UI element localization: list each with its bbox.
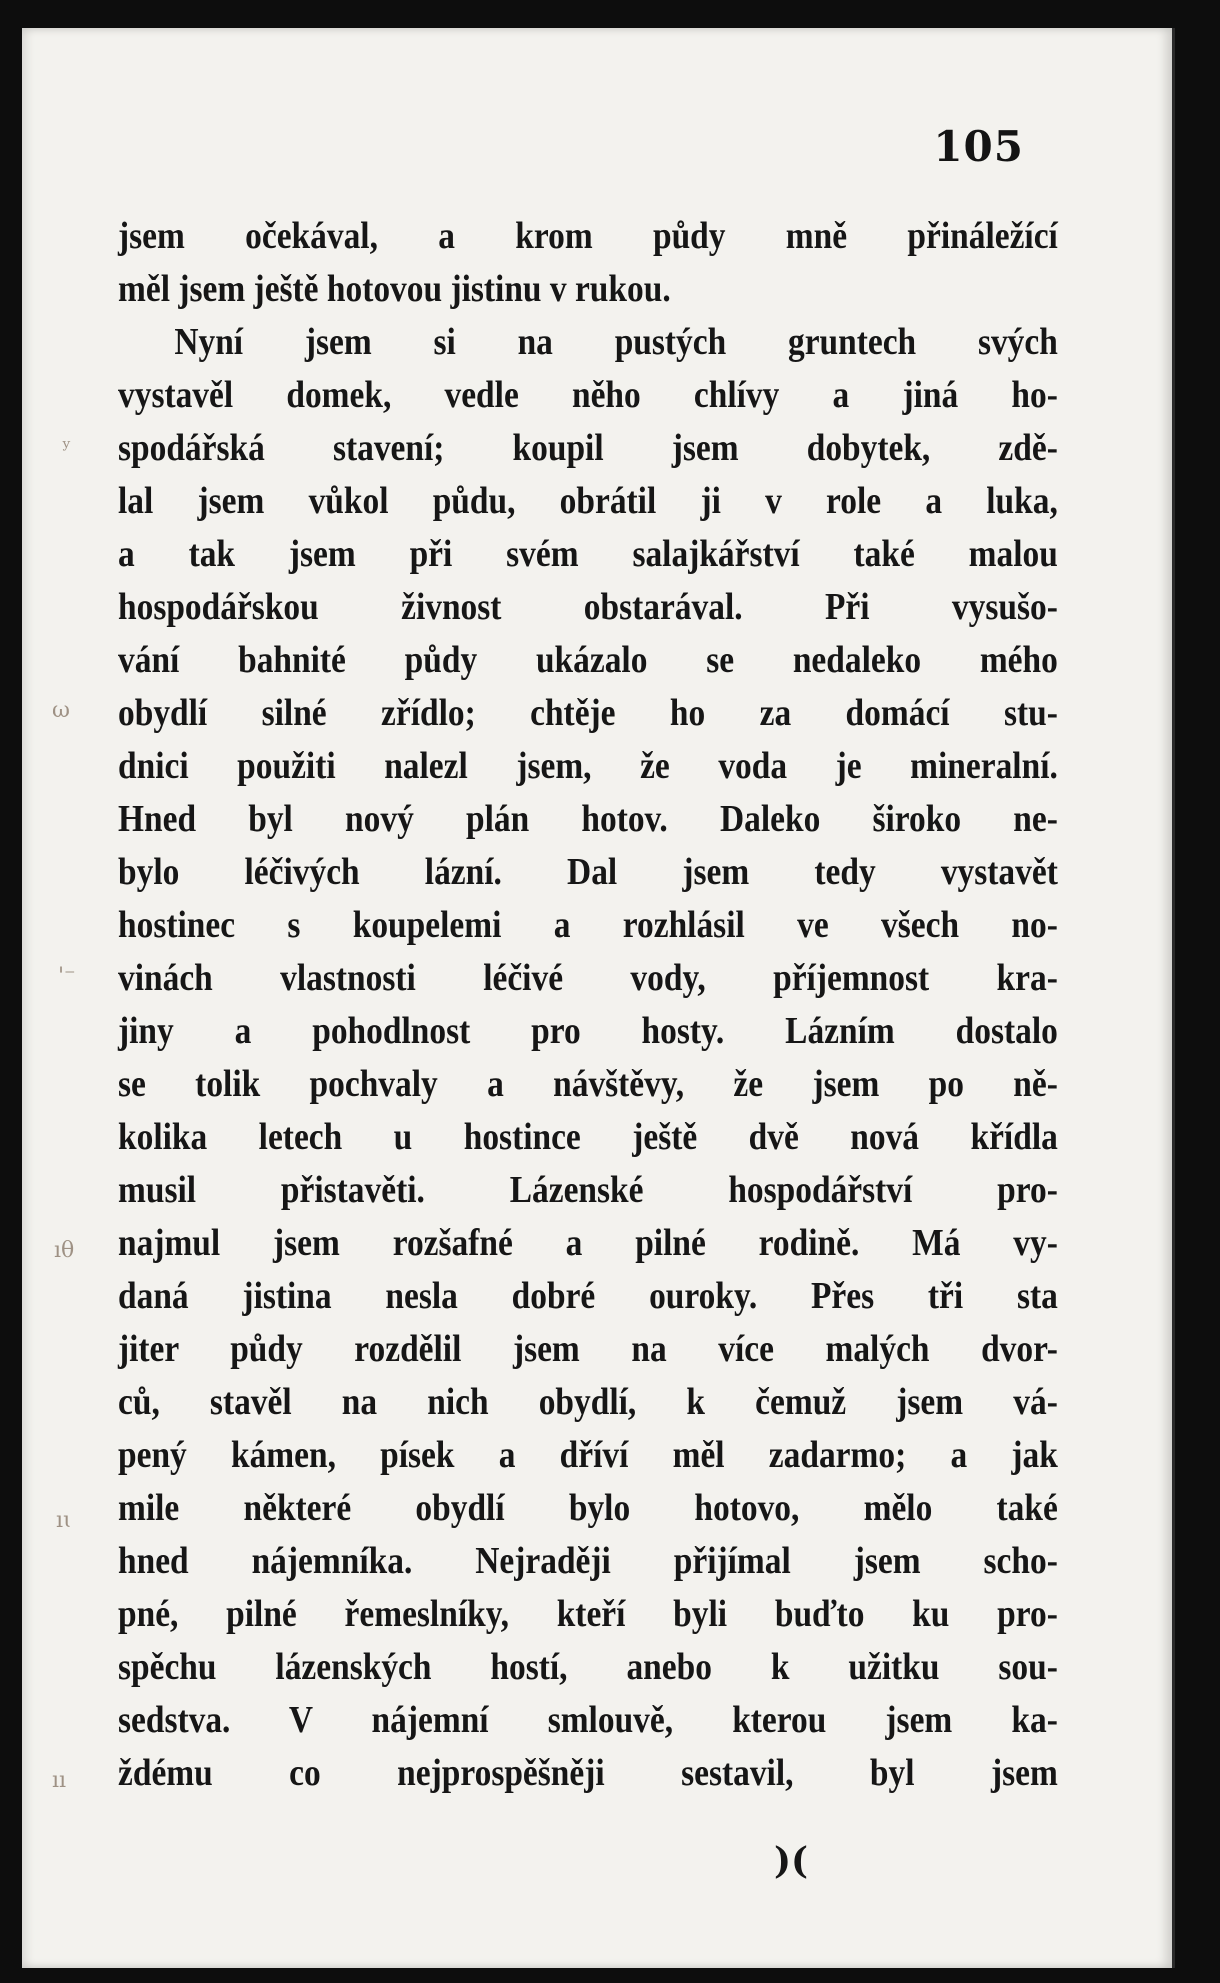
signature-mark: )(	[774, 1840, 809, 1882]
text-line: dnici použiti nalezl jsem, že voda je mineralní.	[118, 745, 1058, 787]
book-page	[22, 28, 1175, 1968]
text-line: se tolik pochvaly a návštěvy, že jsem po ně-	[118, 1063, 1058, 1105]
text-line: a tak jsem při svém salajkářství také malou	[118, 533, 1058, 575]
margin-mark: ıθ	[54, 1238, 75, 1263]
text-line: spodářská stavení; koupil jsem dobytek, zdě-	[118, 427, 1058, 469]
text-line: vystavěl domek, vedle něho chlívy a jiná ho-	[118, 374, 1058, 416]
margin-mark: '⁻	[58, 964, 76, 989]
text-line: najmul jsem rozšafné a pilné rodině. Má vy-	[118, 1222, 1058, 1264]
text-line: jiny a pohodlnost pro hosty. Lázním dostalo	[118, 1010, 1058, 1052]
text-line: obydlí silné zřídlo; chtěje ho za domácí stu-	[118, 692, 1058, 734]
text-line: bylo léčivých lázní. Dal jsem tedy vystavět	[118, 851, 1058, 893]
text-line: měl jsem ještě hotovou jistinu v rukou.	[118, 268, 671, 310]
margin-mark: ʸ	[62, 436, 72, 461]
text-line: vinách vlastnosti léčivé vody, příjemnost kra-	[118, 957, 1058, 999]
text-line: ždému co nejprospěšněji sestavil, byl jsem	[118, 1752, 1058, 1794]
text-line: ců, stavěl na nich obydlí, k čemuž jsem vá-	[118, 1381, 1058, 1423]
text-line: kolika letech u hostince ještě dvě nová křídla	[118, 1116, 1058, 1158]
text-line: daná jistina nesla dobré ouroky. Přes tři sta	[118, 1275, 1058, 1317]
text-line: pený kámen, písek a dříví měl zadarmo; a jak	[118, 1434, 1058, 1476]
margin-mark: ıɩ	[56, 1508, 72, 1533]
text-line: jiter půdy rozdělil jsem na více malých dvor-	[118, 1328, 1058, 1370]
text-line: mile některé obydlí bylo hotovo, mělo také	[118, 1487, 1058, 1529]
text-line: pné, pilné řemeslníky, kteří byli buďto ku pro-	[118, 1593, 1058, 1635]
text-line: jsem očekával, a krom půdy mně přináležící	[118, 215, 1058, 257]
margin-mark: ıı	[52, 1768, 67, 1793]
text-line: hned nájemníka. Nejraději přijímal jsem scho-	[118, 1540, 1058, 1582]
text-line: Nyní jsem si na pustých gruntech svých	[174, 321, 1058, 363]
body-text	[118, 210, 1058, 1800]
text-line: sedstva. V nájemní smlouvě, kterou jsem ka-	[118, 1699, 1058, 1741]
text-line: spěchu lázenských hostí, anebo k užitku sou-	[118, 1646, 1058, 1688]
margin-mark: ω	[52, 698, 70, 723]
page-number: 105	[933, 122, 1024, 171]
text-line: vání bahnité půdy ukázalo se nedaleko mého	[118, 639, 1058, 681]
text-line: hostinec s koupelemi a rozhlásil ve všech no-	[118, 904, 1058, 946]
text-line: Hned byl nový plán hotov. Daleko široko ne-	[118, 798, 1058, 840]
text-line: hospodářskou živnost obstarával. Při vysušo-	[118, 586, 1058, 628]
text-line: lal jsem vůkol půdu, obrátil ji v role a luka,	[118, 480, 1058, 522]
text-line: musil přistavěti. Lázenské hospodářství pro-	[118, 1169, 1058, 1211]
